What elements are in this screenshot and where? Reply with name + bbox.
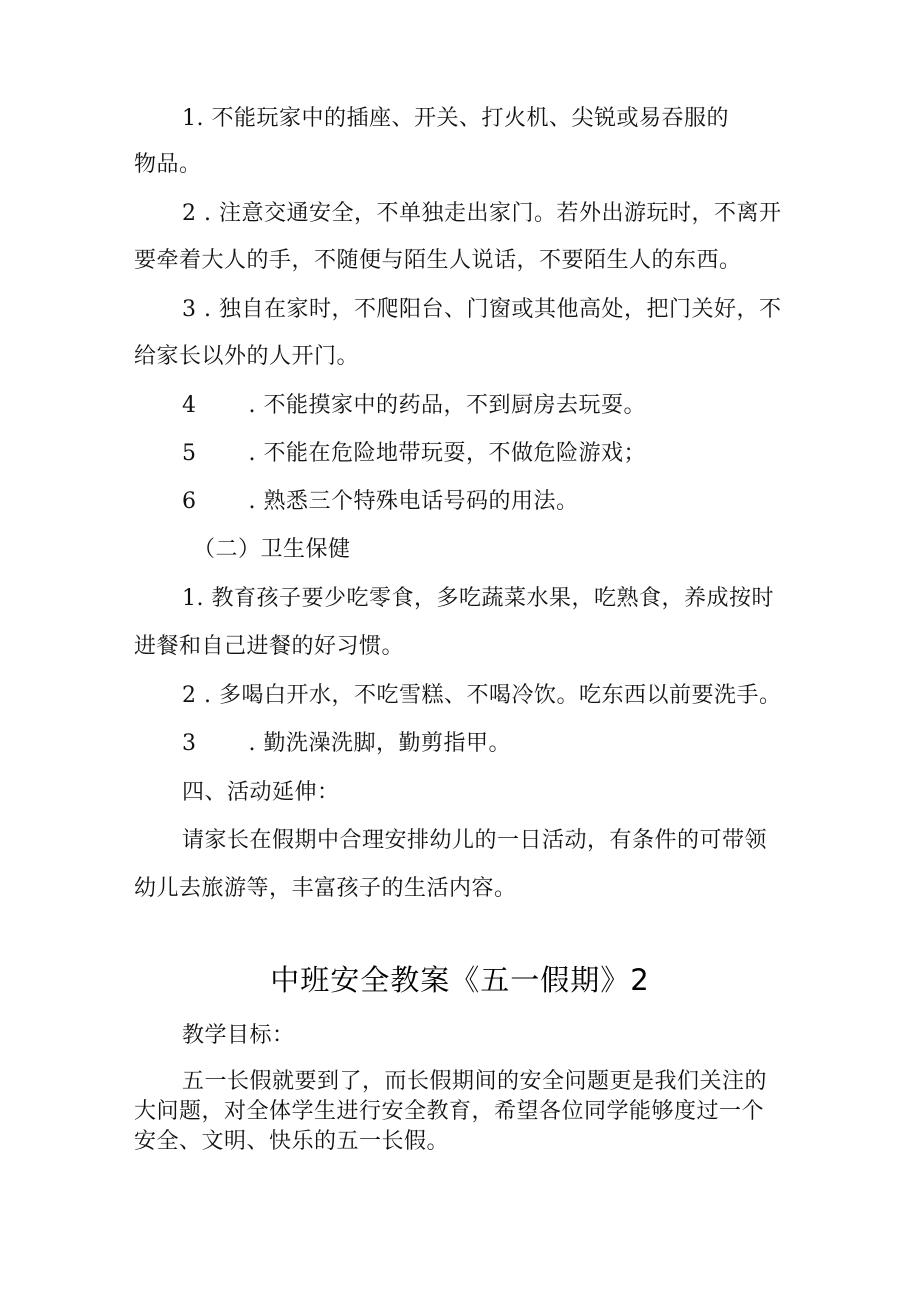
objective-paragraph-line-1: 五一长假就要到了，而长假期间的安全问题更是我们关注的 (182, 1069, 768, 1094)
hygiene-heading: （二）卫生保健 (193, 537, 351, 562)
hygiene-item-1-line-1: 1. 教育孩子要少吃零食，多吃蔬菜水果，吃熟食，养成按时 (182, 586, 774, 611)
hygiene-item-1-line-2: 进餐和自己进餐的好习惯。 (134, 634, 405, 659)
safety-item-6 (182, 487, 579, 517)
safety-item-4-number: 4 (182, 393, 197, 418)
safety-item-3-line-1: 3 . 独自在家时，不爬阳台、门窗或其他高处，把门关好，不 (182, 297, 782, 322)
safety-item-1-line-2: 物品。 (134, 152, 202, 177)
safety-item-2-line-2: 要牵着大人的手，不随便与陌生人说话，不要陌生人的东西。 (134, 248, 742, 273)
safety-item-6-number: 6 (182, 489, 197, 514)
objective-paragraph-line-3: 安全、文明、快乐的五一长假。 (134, 1129, 450, 1154)
safety-item-1-line-1: 1. 不能玩家中的插座、开关、打火机、尖锐或易吞服的 (182, 106, 729, 131)
section-title: 中班安全教案《五一假期》2 (270, 963, 650, 997)
safety-item-3-line-2: 给家长以外的人开门。 (134, 344, 360, 369)
hygiene-item-3 (182, 729, 511, 759)
hygiene-item-3-text: . 勤洗澡洗脚，勤剪指甲。 (248, 731, 511, 756)
safety-item-2-line-1: 2 . 注意交通安全，不单独走出家门。若外出游玩时，不离开 (182, 201, 782, 226)
extension-paragraph-line-2: 幼儿去旅游等，丰富孩子的生活内容。 (134, 876, 517, 901)
extension-heading: 四、活动延伸： (182, 780, 340, 805)
hygiene-item-3-number: 3 (182, 731, 197, 756)
objective-paragraph-line-2: 大问题，对全体学生进行安全教育，希望各位同学能够度过一个 (134, 1099, 765, 1124)
hygiene-item-2: 2 . 多喝白开水，不吃雪糕、不喝冷饮。吃东西以前要洗手。 (182, 683, 782, 708)
safety-item-4 (182, 391, 646, 421)
extension-paragraph-line-1: 请家长在假期中合理安排幼儿的一日活动，有条件的可带领 (182, 828, 768, 853)
safety-item-5 (182, 439, 646, 469)
objective-heading: 教学目标： (182, 1023, 295, 1048)
safety-item-5-number: 5 (182, 441, 197, 466)
safety-item-4-text: . 不能摸家中的药品，不到厨房去玩耍。 (248, 393, 646, 418)
safety-item-6-text: . 熟悉三个特殊电话号码的用法。 (248, 489, 579, 514)
safety-item-5-text: . 不能在危险地带玩耍，不做危险游戏； (248, 441, 646, 466)
